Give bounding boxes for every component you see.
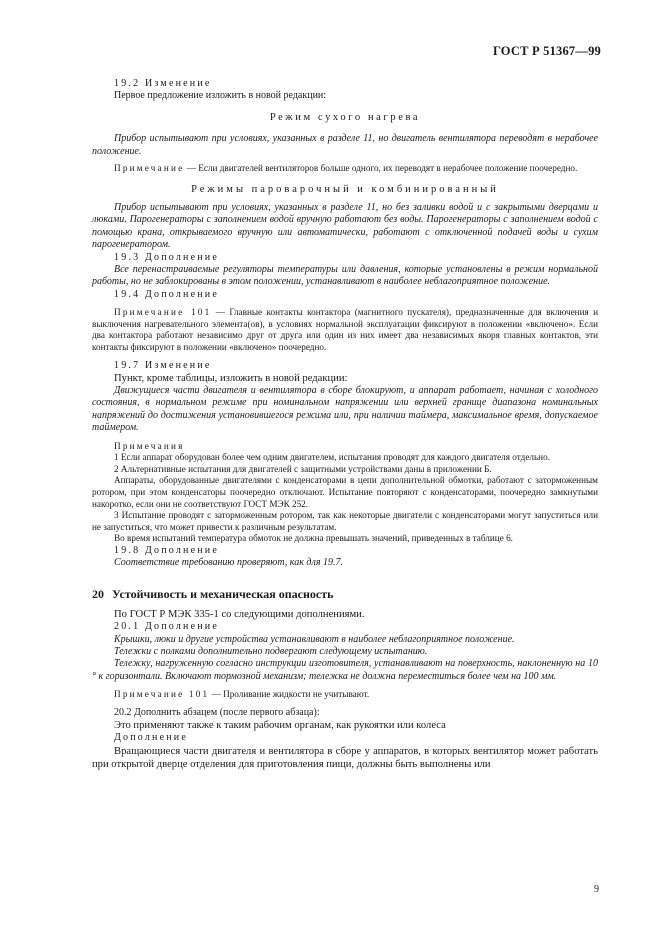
- note-text: — Главные контакты контактора (магнитного пускателя), предназначенные для включения и выключения нагревательного элемента(ов), в условиях нормальной эксплуатации фиксируют в положении «включено». Если два контактора работают независимо друг от друга или один из них имеет два независимых якоря главных контактов, эти контакты фиксируют в положении «включено» поочередно.: [92, 307, 599, 353]
- section-number: 20: [92, 586, 104, 601]
- clause-20-2-heading: 20.2 Дополнить абзацем (после первого абзаца):: [114, 706, 320, 718]
- note: [92, 307, 598, 353]
- clause-19-7-heading: 19.7 Изменение: [114, 359, 212, 371]
- paragraph: Пункт, кроме таблицы, изложить в новой редакции:: [114, 373, 348, 385]
- paragraph: Тележки с полками дополнительно подвергают следующему испытанию.: [114, 646, 428, 658]
- paragraph: Все перенастраиваемые регуляторы температуры или давления, которые установлены в режим нормальной работы, но не заблокированы в этом положении, устанавливают в наиболее неблагоприятное положение.: [92, 264, 598, 288]
- notes-label: Примечания: [114, 440, 185, 451]
- note: 3 Испытание проводят с заторможенным ротором, так как некоторые двигатели с конденсаторами могут запуститься или не запуститься, что может привести к различным результатам.: [92, 510, 598, 532]
- paragraph: Тележку, нагруженную согласно инструкции изготовителя, устанавливают на поверхность, наклоненную на 10 ° к горизонтали. Включают тормозной механизм; тележка не должна переместиться более чем на 100 мм.: [92, 658, 598, 682]
- section-20-title: [92, 588, 598, 600]
- paragraph: Прибор испытывают при условиях, указанных в разделе 11, но двигатель вентилятора переводят в нерабочее положение.: [92, 133, 598, 157]
- note: Во время испытаний температура обмоток не должна превышать значений, приведенных в таблице 6.: [114, 533, 513, 544]
- section-title-text: Устойчивость и механическая опасность: [112, 586, 334, 601]
- note: 1 Если аппарат оборудован более чем одним двигателем, испытания проводят для каждого двигателя отдельно.: [114, 452, 550, 463]
- note-label: Примечание 101: [114, 307, 212, 318]
- paragraph: Это применяют также к таким рабочим органам, как рукоятки или колеса: [114, 720, 446, 732]
- note: 2 Альтернативные испытания для двигателей с защитными устройствами даны в приложении Б.: [114, 463, 492, 474]
- mode-heading-dry: Режим сухого нагрева: [269, 111, 421, 123]
- note: [92, 689, 598, 701]
- clause-19-8-heading: 19.8 Дополнение: [114, 545, 219, 557]
- paragraph: Крышки, люки и другие устройства устанавливают в наиболее неблагоприятное положение.: [114, 633, 515, 645]
- note-label: Примечание: [114, 163, 185, 174]
- addition-heading: Дополнение: [114, 732, 188, 744]
- paragraph: Прибор испытывают при условиях, указанных в разделе 11, но без заливки водой и с закрытыми дверцами и люками. Парогенераторы с заполнением водой вручную работают без воды. Парогенераторы с заполнением водой с помощью крана, открываемого вручную или автоматически, работают с отключенной подачей воды и сухим парогенератором.: [92, 202, 598, 251]
- document-code: ГОСТ Р 51367—99: [492, 44, 601, 58]
- page-number: 9: [594, 884, 599, 895]
- note-text: — Проливание жидкости не учитывают.: [211, 689, 370, 700]
- paragraph: Первое предложение изложить в новой редакции:: [114, 90, 327, 102]
- paragraph: Соответствие требованию проверяют, как для 19.7.: [114, 557, 343, 569]
- mode-heading-steam: Режимы пароварочный и комбинированный: [191, 183, 499, 195]
- note: [92, 163, 598, 175]
- paragraph: Вращающиеся части двигателя и вентилятора в сборе у аппаратов, в которых вентилятор может работать при открытой дверце отделения для приготовления пищи, должны быть выполнены или: [92, 745, 598, 770]
- note-text: — Если двигателей вентиляторов больше одного, их переводят в нерабочее положение поочередно.: [186, 163, 578, 174]
- paragraph: Движущиеся части двигателя и вентилятора в сборе блокируют, и аппарат работает, начиная с холодного состояния, в нормальном режиме при номинальном напряжении или верхней границе диапазона номинальных напряжений до достижения установившегося режима или, при наличии таймера, максимальное время, допускаемое таймером.: [92, 385, 598, 434]
- clause-19-2-heading: 19.2 Изменение: [114, 78, 212, 89]
- note: Аппараты, оборудованные двигателями с конденсаторами в цепи дополнительной обмотки, работают с заторможенным ротором, при этом конденсаторы поочередно отключают. Испытание повторяют с конденсаторами, поочередно замкнутыми накоротко, если они не соответствуют ГОСТ МЭК 252.: [92, 475, 598, 509]
- paragraph: По ГОСТ Р МЭК 335-1 со следующими дополнениями.: [114, 609, 365, 621]
- page-body: [92, 78, 598, 771]
- clause-20-1-heading: 20.1 Дополнение: [114, 621, 219, 633]
- note-label: Примечание 101: [114, 689, 210, 700]
- clause-19-4-heading: 19.4 Дополнение: [114, 288, 219, 300]
- clause-19-3-heading: 19.3 Дополнение: [114, 251, 219, 263]
